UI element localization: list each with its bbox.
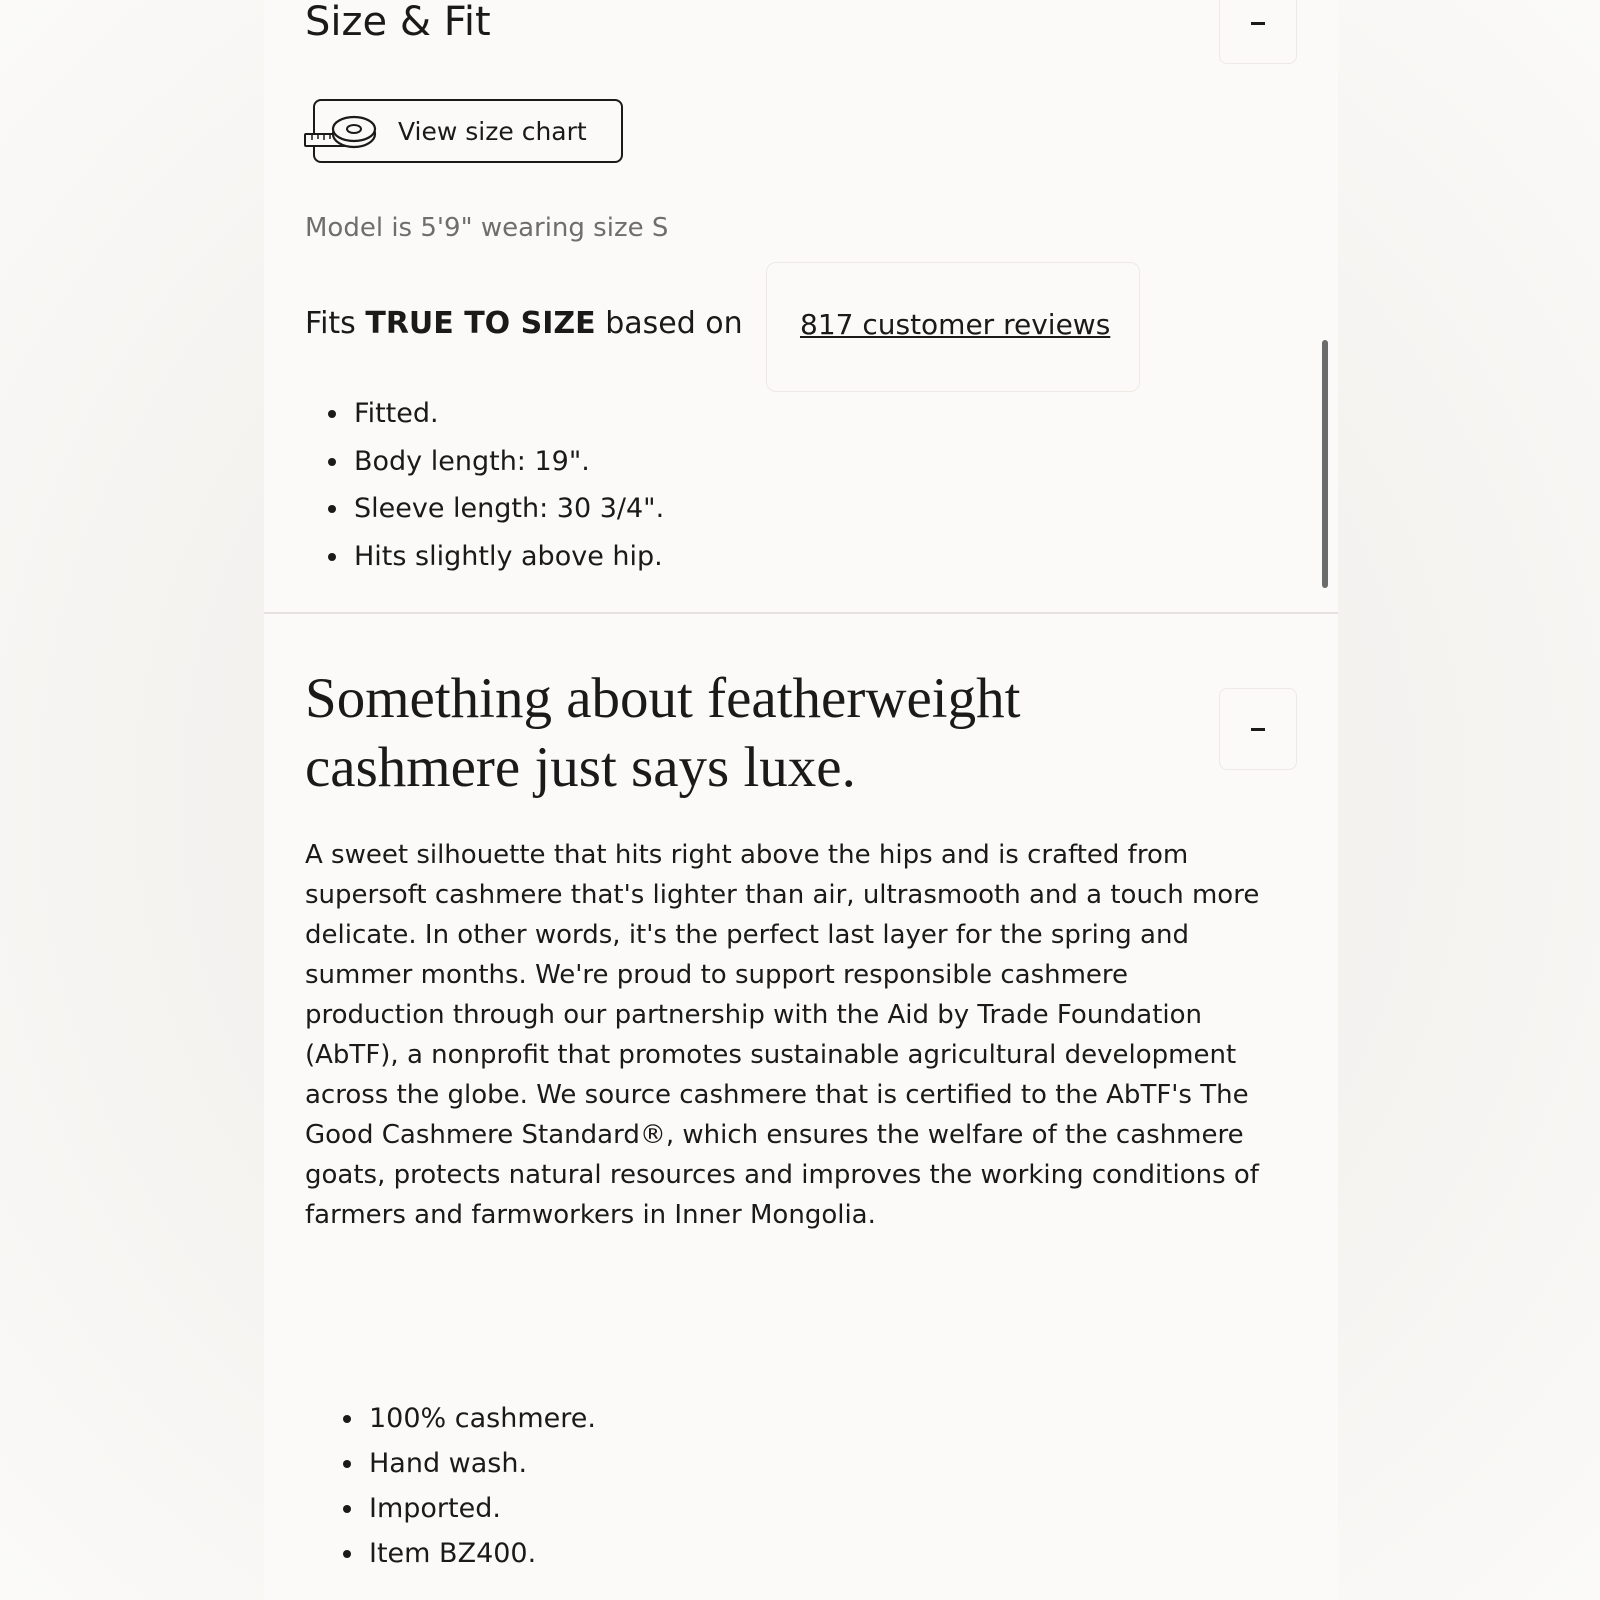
product-details-headline: Something about featherweight cashmere just says luxe. xyxy=(305,667,1021,799)
list-item: • Hand wash. xyxy=(366,1441,596,1486)
fit-suffix: based on xyxy=(605,306,743,341)
list-item: • Fitted. xyxy=(351,390,664,438)
list-item: • Hits slightly above hip. xyxy=(351,533,664,581)
measuring-tape-icon xyxy=(304,112,380,154)
fit-summary xyxy=(305,304,743,344)
view-size-chart-label: View size chart xyxy=(398,117,587,146)
product-info-panel xyxy=(264,0,1338,1600)
minus-icon xyxy=(1251,728,1265,731)
customer-reviews-link[interactable]: 817 customer reviews xyxy=(800,308,1111,341)
view-size-chart-button[interactable] xyxy=(313,99,623,163)
scrollbar-thumb[interactable] xyxy=(1322,340,1328,588)
list-item: • Sleeve length: 30 3/4". xyxy=(351,485,664,533)
list-item: • Imported. xyxy=(366,1486,596,1531)
minus-icon xyxy=(1251,22,1265,25)
size-fit-collapse-button[interactable] xyxy=(1219,0,1297,64)
product-description: A sweet silhouette that hits right above the hips and is crafted from supersoft cashmere that's lighter than air, ultrasmooth and a touch more delicate. In other words, it's the perfect last layer for the spring and summer months. We're proud to support responsible cashmere production through our partnership with the Aid by Trade Foundation (AbTF), a nonprofit that promotes sustainable agricultural development across the globe. We source cashmere that is certified to the AbTF's The Good Cashmere Standard®, which ensures the welfare of the cashmere goats, protects natural resources and improves the working conditions of farmers and farmworkers in Inner Mongolia. xyxy=(305,840,1260,1230)
size-fit-title: Size & Fit xyxy=(305,0,491,45)
list-item: • Body length: 19". xyxy=(351,438,664,486)
product-details-collapse-button[interactable] xyxy=(1219,688,1297,770)
model-size-note: Model is 5'9" wearing size S xyxy=(305,213,669,243)
fit-prefix: Fits xyxy=(305,306,356,341)
fit-details-list xyxy=(305,390,664,580)
section-divider xyxy=(264,612,1338,614)
fit-value: TRUE TO SIZE xyxy=(365,306,596,341)
list-item: • 100% cashmere. xyxy=(366,1396,596,1441)
list-item: • Item BZ400. xyxy=(366,1531,596,1576)
product-details-list xyxy=(320,1396,596,1576)
